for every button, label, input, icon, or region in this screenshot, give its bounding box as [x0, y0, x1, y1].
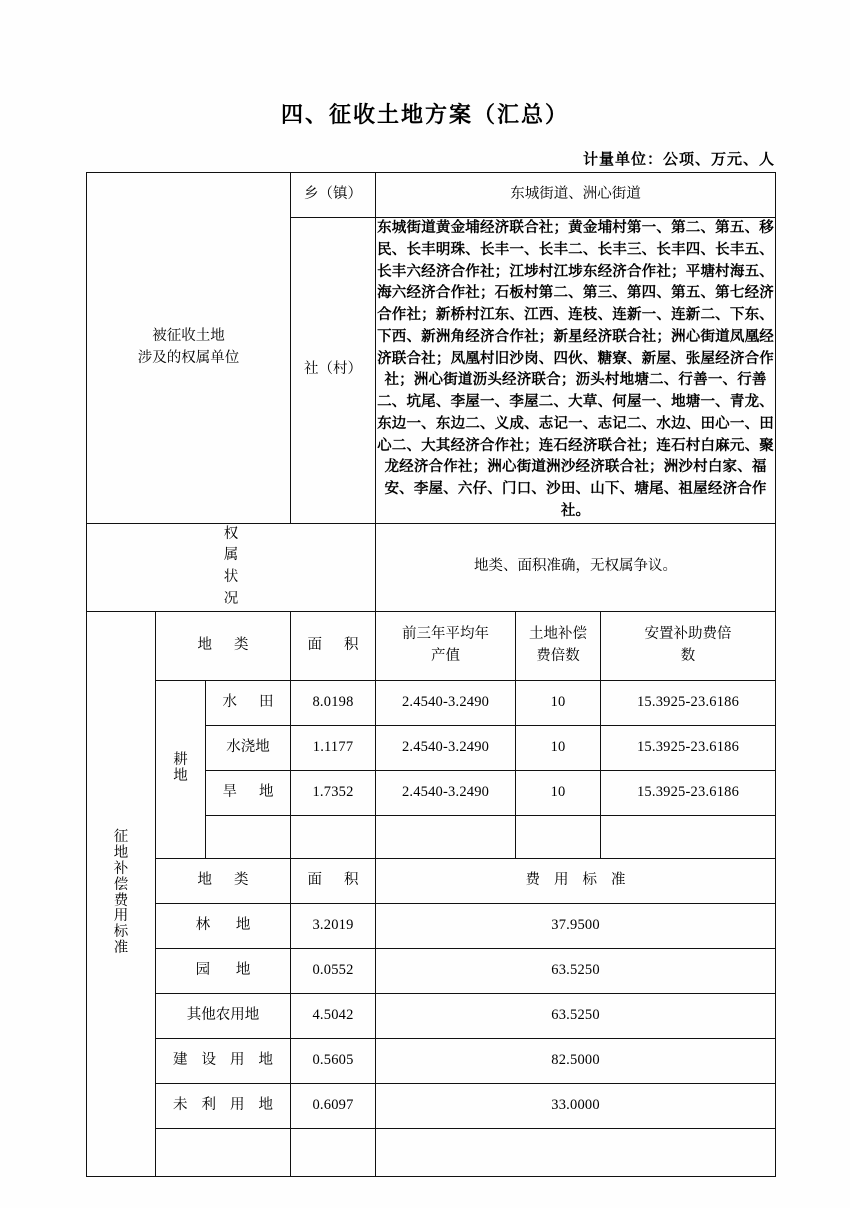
status-label-char-zhuang: 状 [223, 569, 239, 585]
header-resettlement-line2: 数 [680, 647, 696, 664]
land-acquisition-summary-table [86, 172, 776, 1177]
land-multiple-cell [516, 815, 601, 858]
area-cell: 4.5042 [291, 993, 376, 1038]
header-land-multiple-line2: 费倍数 [536, 647, 580, 664]
table-row-compensation-header-1 [87, 611, 776, 680]
avg-output-cell: 2.4540-3.2490 [376, 725, 516, 770]
ownership-status-label-line2 [87, 567, 375, 611]
land-type-cell [156, 1083, 291, 1128]
area-cell: 0.6097 [291, 1083, 376, 1128]
header-resettlement-line1: 安置补助费倍 [644, 625, 732, 642]
header-land-type-1 [156, 611, 291, 680]
land-type-unused-char1: 利 [201, 1096, 217, 1113]
fee-standard-cell: 82.5000 [376, 1038, 776, 1083]
township-value-cell: 东城街道、洲心街道 [376, 173, 776, 218]
ownership-label-line1: 被征收土地 [152, 328, 225, 344]
land-type-construction-char2: 用 [230, 1051, 245, 1068]
fee-standard-cell: 37.9500 [376, 903, 776, 948]
avg-output-cell: 2.4540-3.2490 [376, 680, 516, 725]
fee-standard-cell: 63.5250 [376, 948, 776, 993]
header-area-2 [291, 858, 376, 903]
resettlement-multiple-cell: 15.3925-23.6186 [601, 725, 776, 770]
header-resettlement-multiple [601, 611, 776, 680]
land-type-dry-char0: 旱 [222, 783, 238, 800]
page-title: 四、征收土地方案（汇总） [280, 102, 569, 127]
table-row-township [87, 173, 776, 218]
cultivated-label-char1: 地 [173, 768, 188, 784]
area-cell: 1.1177 [291, 725, 376, 770]
area-cell: 0.0552 [291, 948, 376, 993]
header-land-type-2 [156, 858, 291, 903]
status-label-char-shu: 属 [223, 547, 239, 564]
table-row-construction-land [87, 1038, 776, 1083]
land-type-garden-inner [156, 960, 290, 982]
resettlement-multiple-cell: 15.3925-23.6186 [601, 680, 776, 725]
measurement-unit-note: 计量单位：公项、万元、人 [582, 152, 775, 168]
fee-standard-cell: 33.0000 [376, 1083, 776, 1128]
vlabel-char-1: 地 [113, 844, 129, 861]
header-fee-char2: 标 [582, 871, 598, 888]
land-type-forest-char1: 地 [235, 916, 251, 933]
table-row-blank-final [87, 1128, 776, 1176]
table-row-other-agricultural-land [87, 993, 776, 1038]
header-fee-standard-inner [376, 870, 775, 892]
land-type-garden-char1: 地 [235, 961, 251, 978]
header-fee-char3: 准 [611, 871, 626, 888]
land-type-paddy-char1: 田 [259, 693, 274, 710]
land-type-cell: 其他农用地 [156, 993, 291, 1038]
land-type-construction-char1: 设 [201, 1051, 217, 1068]
land-type-dry-char1: 地 [259, 783, 274, 800]
land-type-cell [156, 1128, 291, 1176]
land-type-paddy-char0: 水 [222, 693, 238, 710]
land-type-cell [206, 680, 291, 725]
header-land-type-2-char1: 类 [234, 871, 249, 888]
table-row-compensation-header-2 [87, 858, 776, 903]
header-area-1 [291, 611, 376, 680]
area-cell [291, 1128, 376, 1176]
area-cell: 0.5605 [291, 1038, 376, 1083]
header-land-multiple-line1: 土地补偿 [529, 625, 588, 642]
header-land-compensation-multiple [516, 611, 601, 680]
land-type-forest-inner [156, 915, 290, 937]
header-land-type-2-char0: 地 [197, 871, 213, 888]
status-label-char-kuang: 况 [223, 590, 239, 607]
land-type-cell [206, 815, 291, 858]
header-land-type-1-inner [156, 635, 290, 657]
ownership-status-label [87, 523, 376, 611]
table-row-paddy-field [87, 680, 776, 725]
cultivated-label-char0: 耕 [173, 752, 188, 769]
table-row-garden-land [87, 948, 776, 993]
avg-output-cell [376, 815, 516, 858]
compensation-vertical-label [87, 611, 156, 1176]
table-row-ownership-status [87, 523, 776, 611]
header-land-type-2-inner [156, 870, 290, 892]
vlabel-char-2: 补 [113, 860, 129, 877]
header-area-1-char0: 面 [307, 636, 323, 653]
area-cell: 8.0198 [291, 680, 376, 725]
header-avg-output-line2: 产值 [431, 647, 461, 664]
land-type-cell: 水浇地 [206, 725, 291, 770]
land-multiple-cell: 10 [516, 770, 601, 815]
cultivated-land-group-label [156, 680, 206, 858]
vlabel-char-5: 用 [113, 908, 129, 925]
land-type-unused-char0: 未 [173, 1096, 188, 1113]
area-cell [291, 815, 376, 858]
header-fee-char1: 用 [554, 871, 569, 888]
ownership-row-label [87, 173, 291, 524]
land-type-cell [206, 770, 291, 815]
resettlement-multiple-cell: 15.3925-23.6186 [601, 770, 776, 815]
land-multiple-cell: 10 [516, 680, 601, 725]
village-label-cell: 社（村） [291, 218, 376, 524]
status-label-char-quan: 权 [223, 525, 239, 542]
land-multiple-cell: 10 [516, 725, 601, 770]
ownership-label-line2: 涉及的权属单位 [137, 349, 240, 366]
resettlement-multiple-cell [601, 815, 776, 858]
vlabel-char-7: 准 [113, 940, 129, 957]
header-fee-char0: 费 [525, 871, 541, 888]
area-cell: 3.2019 [291, 903, 376, 948]
table-row-unused-land [87, 1083, 776, 1128]
ownership-status-label-line1 [87, 524, 375, 568]
header-area-2-inner [291, 870, 375, 892]
fee-standard-cell [376, 1128, 776, 1176]
avg-output-cell: 2.4540-3.2490 [376, 770, 516, 815]
ownership-status-value: 地类、面积准确，无权属争议。 [376, 523, 776, 611]
header-land-type-1-char1: 类 [234, 636, 249, 653]
land-type-unused-char2: 用 [230, 1096, 245, 1113]
header-avg-annual-output [376, 611, 516, 680]
header-area-1-char1: 积 [344, 636, 359, 653]
land-type-dry-inner [206, 782, 290, 804]
land-type-construction-char0: 建 [173, 1051, 188, 1068]
header-fee-standard [376, 858, 776, 903]
header-area-1-inner [291, 635, 375, 657]
township-label-cell: 乡（镇） [291, 173, 376, 218]
vlabel-char-4: 费 [113, 892, 129, 909]
header-area-2-char1: 积 [344, 871, 359, 888]
land-type-cell [156, 903, 291, 948]
area-cell: 1.7352 [291, 770, 376, 815]
land-type-construction-inner [156, 1050, 290, 1072]
land-type-construction-char3: 地 [258, 1051, 274, 1068]
land-type-forest-char0: 林 [195, 916, 211, 933]
village-value-cell: 东城街道黄金埔经济联合社；黄金埔村第一、第二、第五、移民、长丰明珠、长丰一、长丰二、长丰三、长丰四、长丰五、长丰六经济合作社；江埗村江埗东经济合作社；平塘村海五、海六经济合作社；石板村第二、第三、第四、第五、第七经济合作社；新桥村江东、江西、连枝、连新一、连新二、下东、下西、新洲角经济合作社；新星经济联合社；洲心街道凤凰经济联合社；凤凰村旧沙岗、四伙、糖寮、新屋、张屋经济合作社；洲心街道沥头经济联合；沥头村地塘二、行善一、行善二、坑尾、李屋一、李屋二、大草、何屋一、地塘一、青龙、东边一、东边二、义成、志记一、志记二、水边、田心一、田心二、大其经济合作社；连石经济联合社；连石村白麻元、聚龙经济合作社；洲心街道洲沙经济联合社；洲沙村白家、福安、李屋、六仔、门口、沙田、山下、塘尾、祖屋经济合作社。 [376, 218, 776, 524]
header-area-2-char0: 面 [307, 871, 323, 888]
table-row-forest-land [87, 903, 776, 948]
fee-standard-cell: 63.5250 [376, 993, 776, 1038]
land-type-paddy-inner [206, 692, 290, 714]
land-type-unused-char3: 地 [258, 1096, 274, 1113]
vlabel-char-3: 偿 [113, 876, 129, 893]
vlabel-char-6: 标 [113, 924, 129, 941]
vlabel-char-0: 征 [113, 828, 129, 845]
land-type-unused-inner [156, 1095, 290, 1117]
header-avg-output-line1: 前三年平均年 [402, 625, 490, 642]
land-type-cell [156, 1038, 291, 1083]
land-type-garden-char0: 园 [195, 961, 211, 978]
land-type-cell [156, 948, 291, 993]
header-land-type-1-char0: 地 [197, 636, 213, 653]
